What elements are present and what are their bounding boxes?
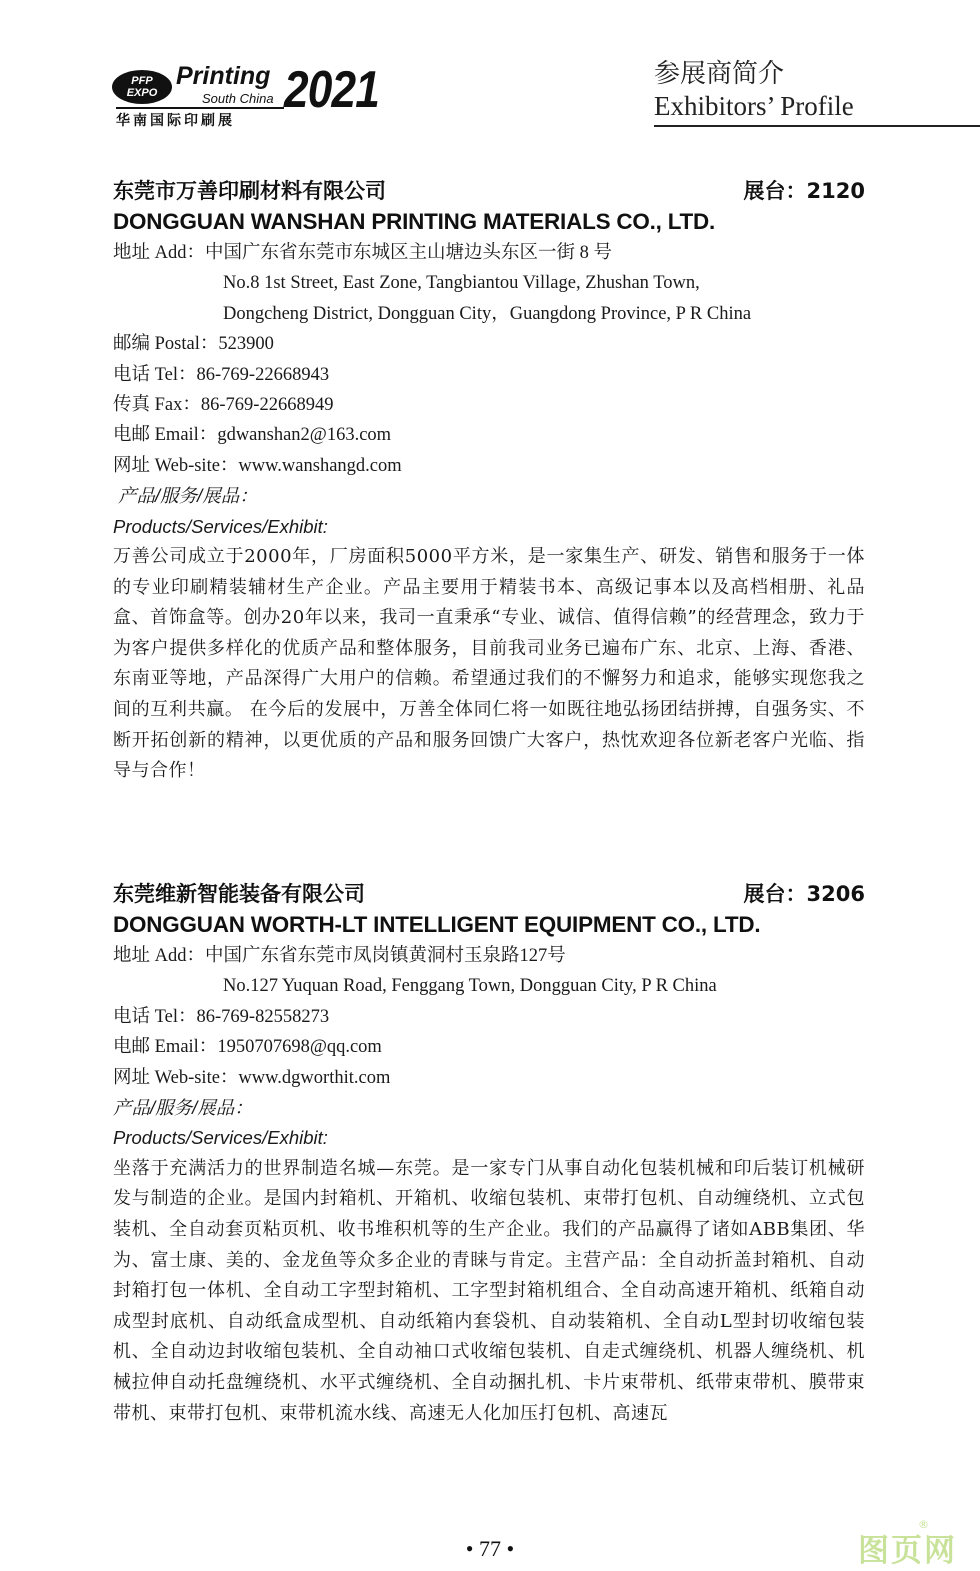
products-label-cn: 产品/服务/展品： xyxy=(113,1097,253,1119)
postal-label: 邮编 Postal： xyxy=(113,334,219,355)
exhibitor-entry xyxy=(113,176,865,787)
header-divider xyxy=(654,125,980,127)
registered-mark: ® xyxy=(918,1518,929,1531)
fax-row xyxy=(113,390,865,420)
website-url: www.wanshangd.com xyxy=(238,455,402,476)
website-row xyxy=(113,451,865,481)
address-en-line-2: Dongcheng District, Dongguan City，Guangdong Province, P R China xyxy=(223,303,752,324)
address-label: 地址 Add： xyxy=(113,243,205,263)
watermark-logo: 图页网 xyxy=(858,1533,957,1569)
logo-chinese-text: 华南国际印刷展 xyxy=(116,113,235,129)
logo-printing-text: Printing xyxy=(176,62,271,90)
section-title-cn: 参展商简介 xyxy=(654,59,785,88)
logo-south-china-text: South China xyxy=(202,91,274,106)
email-label: 电邮 Email： xyxy=(113,425,218,446)
email-label: 电邮 Email： xyxy=(113,1037,218,1058)
company-name-en: DONGGUAN WORTH-LT INTELLIGENT EQUIPMENT CO., LTD. xyxy=(113,912,761,937)
fax-label: 传真 Fax： xyxy=(113,395,201,416)
website-label: 网址 Web-site： xyxy=(113,1067,239,1088)
tel-label: 电话 Tel： xyxy=(113,364,197,385)
company-description: 坐落于充满活力的世界制造名城—东莞。是一家专门从事自动化包装机械和印后装订机械研发与制造的企业。是国内封箱机、开箱机、收缩包装机、束带打包机、自动缠绕机、立式包装机、全自动套页粘页机、收书堆积机等的生产企业。我们的产品赢得了诸如ABB集团、华为、富士康、美的、金龙鱼等众多企业的青睐与肯定。主营产品：全自动折盖封箱机、自动封箱打包一体机、全自动工字型封箱机、工字型封箱机组合、全自动高速开箱机、纸箱自动成型封底机、自动纸盒成型机、自动纸箱内套袋机、自动装箱机、全自动L型封切收缩包装机、全自动边封收缩包装机、全自动袖口式收缩包装机、自走式缠绕机、机器人缠绕机、机械拉伸自动托盘缠绕机、水平式缠绕机、全自动捆扎机、卡片束带机、纸带束带机、膜带束带机、束带打包机、束带机流水线、高速无人化加压打包机、高速瓦 xyxy=(113,1157,865,1424)
website-url: www.dgworthit.com xyxy=(238,1067,391,1088)
section-title-en: Exhibitors’ Profile xyxy=(654,91,854,121)
products-label-cn: 产品/服务/展品： xyxy=(118,485,258,507)
logo-oval-badge xyxy=(112,70,172,104)
page-number: • 77 • xyxy=(465,1536,515,1561)
address-cn: 中国广东省东莞市凤岗镇黄洞村玉泉路127号 xyxy=(205,946,566,966)
email-row xyxy=(113,1032,865,1062)
booth-number: 展台：3206 xyxy=(743,882,865,906)
logo-divider xyxy=(116,107,284,109)
company-name-en: DONGGUAN WANSHAN PRINTING MATERIALS CO., LTD. xyxy=(113,209,716,234)
address-cn: 中国广东省东莞市东城区主山塘边头东区一街 8 号 xyxy=(205,243,613,263)
address-row xyxy=(113,941,865,971)
email-row xyxy=(113,420,865,450)
website-label: 网址 Web-site： xyxy=(113,455,239,476)
company-name-cn: 东莞市万善印刷材料有限公司 xyxy=(113,179,386,203)
email-address: gdwanshan2@163.com xyxy=(217,425,392,446)
address-en-line-1: No.8 1st Street, East Zone, Tangbiantou Village, Zhushan Town, xyxy=(223,273,700,294)
tel-row xyxy=(113,1002,865,1032)
address-row xyxy=(113,238,865,268)
fax-number: 86-769-22668949 xyxy=(200,395,334,416)
tel-number: 86-769-22668943 xyxy=(196,364,330,385)
company-description: 万善公司成立于2000年，厂房面积5000平方米，是一家集生产、研发、销售和服务于一体的专业印刷精装辅材生产企业。产品主要用于精装书本、高级记事本以及高档相册、礼品盒、首饰盒等。创办20年以来，我司一直秉承“专业、诚信、值得信赖”的经营理念，致力于为客户提供多样化的优质产品和整体服务，目前我司业务已遍布广东、北京、上海、香港、东南亚等地，产品深得广大用户的信赖。希望通过我们的不懈努力和追求，能够实现您我之间的互利共赢。 在今后的发展中，万善全体同仁将一如既往地弘扬团结拼搏，自强务实、不断开拓创新的精神，以更优质的产品和服务回馈广大客户，热忱欢迎各位新老客户光临、指导与合作！ xyxy=(113,546,865,782)
company-name-cn: 东莞维新智能装备有限公司 xyxy=(113,882,365,906)
products-label-en: Products/Services/Exhibit: xyxy=(113,515,328,537)
logo-year: 2021 xyxy=(284,61,379,119)
tel-number: 86-769-82558273 xyxy=(196,1006,330,1027)
website-row xyxy=(113,1063,865,1093)
address-label: 地址 Add： xyxy=(113,946,205,966)
postal-row xyxy=(113,329,865,359)
tel-label: 电话 Tel： xyxy=(113,1006,197,1027)
products-label-en: Products/Services/Exhibit: xyxy=(113,1127,328,1149)
expo-logo xyxy=(112,60,379,132)
booth-number: 展台：2120 xyxy=(743,179,865,203)
postal-code: 523900 xyxy=(218,334,274,355)
logo-pfp-text: PFP xyxy=(131,75,153,87)
logo-expo-text: EXPO xyxy=(126,87,158,99)
section-header xyxy=(654,58,854,122)
tel-row xyxy=(113,360,865,390)
address-en-line-1: No.127 Yuquan Road, Fenggang Town, Dongguan City, P R China xyxy=(223,976,717,997)
email-address: 1950707698@qq.com xyxy=(217,1037,382,1058)
exhibitor-entry xyxy=(113,879,865,1429)
